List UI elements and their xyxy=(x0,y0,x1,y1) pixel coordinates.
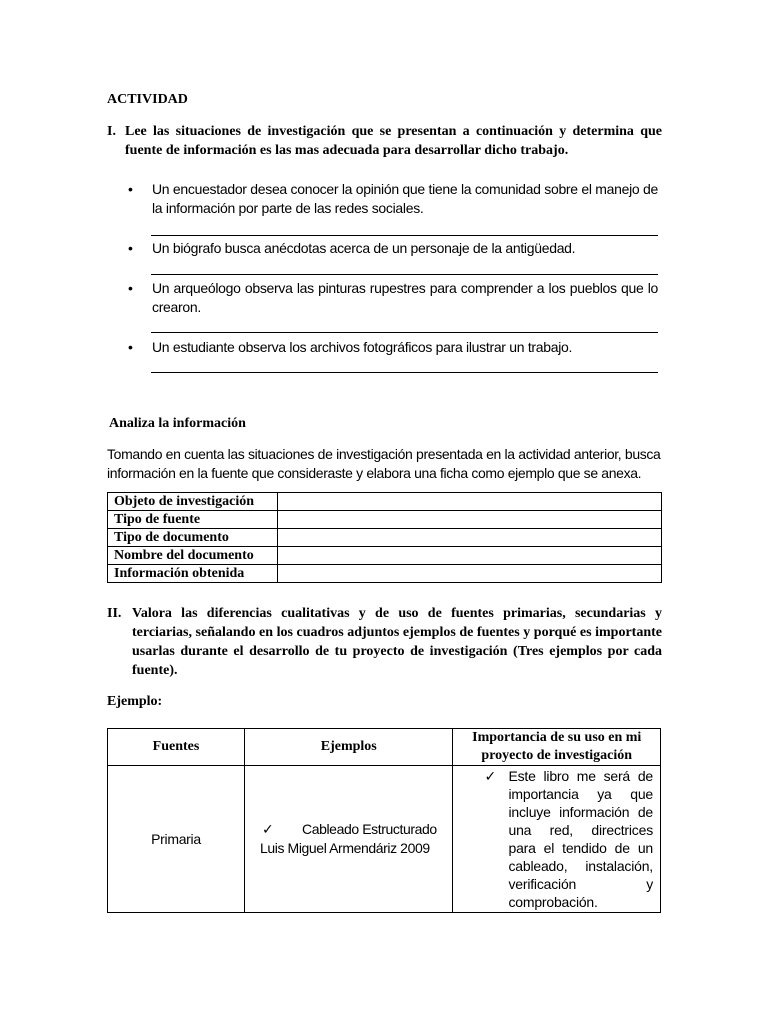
ficha-value[interactable] xyxy=(278,565,662,583)
ejemplo-line-1 xyxy=(262,820,452,839)
ficha-value[interactable] xyxy=(278,493,662,511)
list-item xyxy=(128,180,658,218)
header-ejemplos: Ejemplos xyxy=(244,729,453,766)
section-1-number: I. xyxy=(107,124,116,139)
list-item xyxy=(128,239,658,258)
table-header-row xyxy=(108,729,661,766)
ficha-value[interactable] xyxy=(278,547,662,565)
table-row xyxy=(108,547,662,565)
section-1-instruction xyxy=(107,122,662,160)
list-item xyxy=(128,279,658,317)
ejemplo-line-1-text: Cableado Estructurado xyxy=(301,821,437,837)
ficha-value[interactable] xyxy=(278,529,662,547)
ficha-label: Nombre del documento xyxy=(108,547,278,565)
header-importancia: Importancia de su uso en mi proyecto de investigación xyxy=(453,729,661,766)
importancia-text: Este libro me será de importancia ya que incluye información de una red, directrices para el tendido de un cableado, instalación, verificación y comprobación. xyxy=(508,768,653,910)
list-item-text: Un encuestador desea conocer la opinión que tiene la comunidad sobre el manejo de la información por parte de las redes sociales. xyxy=(152,181,658,216)
section-2-text: Valora las diferencias cualitativas y de uso de fuentes primarias, secundarias y terciarias, señalando en los cuadros adjuntos ejemplos de fuentes y porqué es importante usarlas durante el desarrollo de tu proyecto de investigación (Tres ejemplos por cada fuente). xyxy=(132,606,662,678)
cell-ejemplos xyxy=(244,766,453,913)
ficha-table xyxy=(107,492,662,583)
ejemplo-label: Ejemplo: xyxy=(107,694,163,709)
cell-fuente xyxy=(108,766,245,913)
header-fuentes: Fuentes xyxy=(108,729,245,766)
table-row xyxy=(108,529,662,547)
answer-line xyxy=(151,235,658,236)
ficha-label: Información obtenida xyxy=(108,565,278,583)
activity-title: ACTIVIDAD xyxy=(107,92,188,107)
table-row xyxy=(108,493,662,511)
table-row xyxy=(108,766,661,913)
answer-line xyxy=(151,332,658,333)
list-item xyxy=(128,338,658,357)
section-2-instruction xyxy=(107,604,662,680)
cell-importancia xyxy=(453,766,661,913)
bullet-dot-icon: • xyxy=(128,280,133,296)
section-2-number: II. xyxy=(107,606,122,621)
section-1-text: Lee las situaciones de investigación que se presentan a continuación y determina que fuente de información es las mas adecuada para desarrollar dicho trabajo. xyxy=(125,124,662,158)
ficha-label: Objeto de investigación xyxy=(108,493,278,511)
table-row xyxy=(108,511,662,529)
answer-line xyxy=(151,274,658,275)
table-row xyxy=(108,565,662,583)
ficha-label: Tipo de documento xyxy=(108,529,278,547)
analiza-text: Tomando en cuenta las situaciones de investigación presentada en la actividad anterior, busca información en la fuente que consideraste y elabora una ficha como ejemplo que se anexa. xyxy=(107,446,661,481)
ejemplo-table xyxy=(107,728,661,913)
ficha-label: Tipo de fuente xyxy=(108,511,278,529)
bullet-dot-icon: • xyxy=(128,339,133,355)
bullet-dot-icon: • xyxy=(128,181,133,197)
list-item-text: Un estudiante observa los archivos fotográficos para ilustrar un trabajo. xyxy=(152,339,573,355)
list-item-text: Un arqueólogo observa las pinturas rupestres para comprender a los pueblos que lo crearon. xyxy=(152,280,658,315)
fuente-value: Primaria xyxy=(151,831,201,847)
bullet-dot-icon: • xyxy=(128,240,133,256)
checkmark-icon: ✓ xyxy=(261,821,274,837)
checkmark-icon: ✓ xyxy=(484,768,497,784)
ficha-value[interactable] xyxy=(278,511,662,529)
ejemplo-line-2: Luis Miguel Armendáriz 2009 xyxy=(259,840,430,856)
analiza-heading: Analiza la información xyxy=(109,416,246,431)
list-item-text: Un biógrafo busca anécdotas acerca de un personaje de la antigüedad. xyxy=(152,240,576,256)
answer-line xyxy=(151,372,658,373)
